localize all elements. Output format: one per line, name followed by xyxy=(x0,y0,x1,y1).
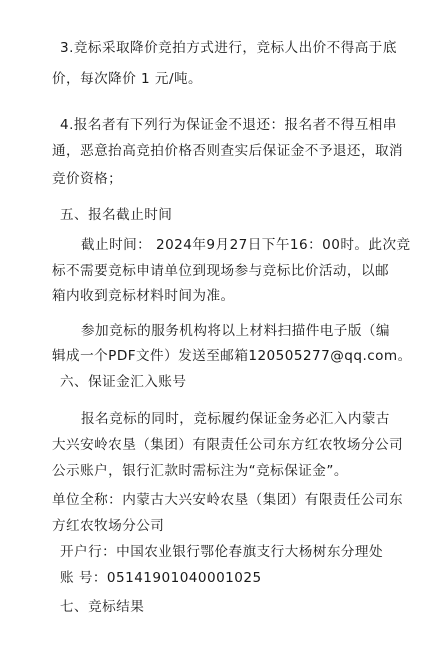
account-number: 账 号：05141901040001025 xyxy=(60,570,262,586)
deposit-line-3: 公示账户，银行汇款时需标注为“竞标保证金”。 xyxy=(52,463,348,479)
account-name-line-1: 单位全称：内蒙古大兴安岭农垦（集团）有限责任公司东 xyxy=(52,492,404,508)
section-4-line-1: 4.报名者有下列行为保证金不退还：报名者不得互相串 xyxy=(60,117,397,133)
section-6-heading: 六、保证金汇入账号 xyxy=(60,374,187,390)
section-3-line-1: 3.竞标采取降价竞拍方式进行，竞标人出价不得高于底 xyxy=(60,40,397,56)
account-bank: 开户行：中国农业银行鄂伦春旗支行大杨树东分理处 xyxy=(60,544,384,560)
account-name-line-2: 方红农牧场分公司 xyxy=(52,518,165,534)
deadline-line-1: 截止时间： 2024年9月27日下午16：00时。此次竞 xyxy=(81,237,411,253)
submission-line-1: 参加竞标的服务机构将以上材料扫描件电子版（编 xyxy=(81,323,390,339)
section-3-line-2: 价，每次降价 1 元/吨。 xyxy=(52,71,203,87)
section-5-heading: 五、报名截止时间 xyxy=(60,207,173,223)
submission-line-2: 辑成一个PDF文件）发送至邮箱120505277@qq.com。 xyxy=(52,348,412,364)
deposit-line-1: 报名竞标的同时，竞标履约保证金务必汇入内蒙古 xyxy=(81,411,390,427)
section-7-heading: 七、竞标结果 xyxy=(60,599,145,615)
section-4-line-3: 竞价资格； xyxy=(52,171,123,187)
deadline-line-2: 标不需要竞标申请单位到现场参与竞标比价活动，以邮 xyxy=(52,263,390,279)
deadline-line-3: 箱内收到竞标材料时间为准。 xyxy=(52,288,235,304)
section-4-line-2: 通，恶意抬高竞拍价格否则查实后保证金不予退还，取消 xyxy=(52,143,404,159)
deposit-line-2: 大兴安岭农垦（集团）有限责任公司东方红农牧场分公司 xyxy=(52,437,404,453)
